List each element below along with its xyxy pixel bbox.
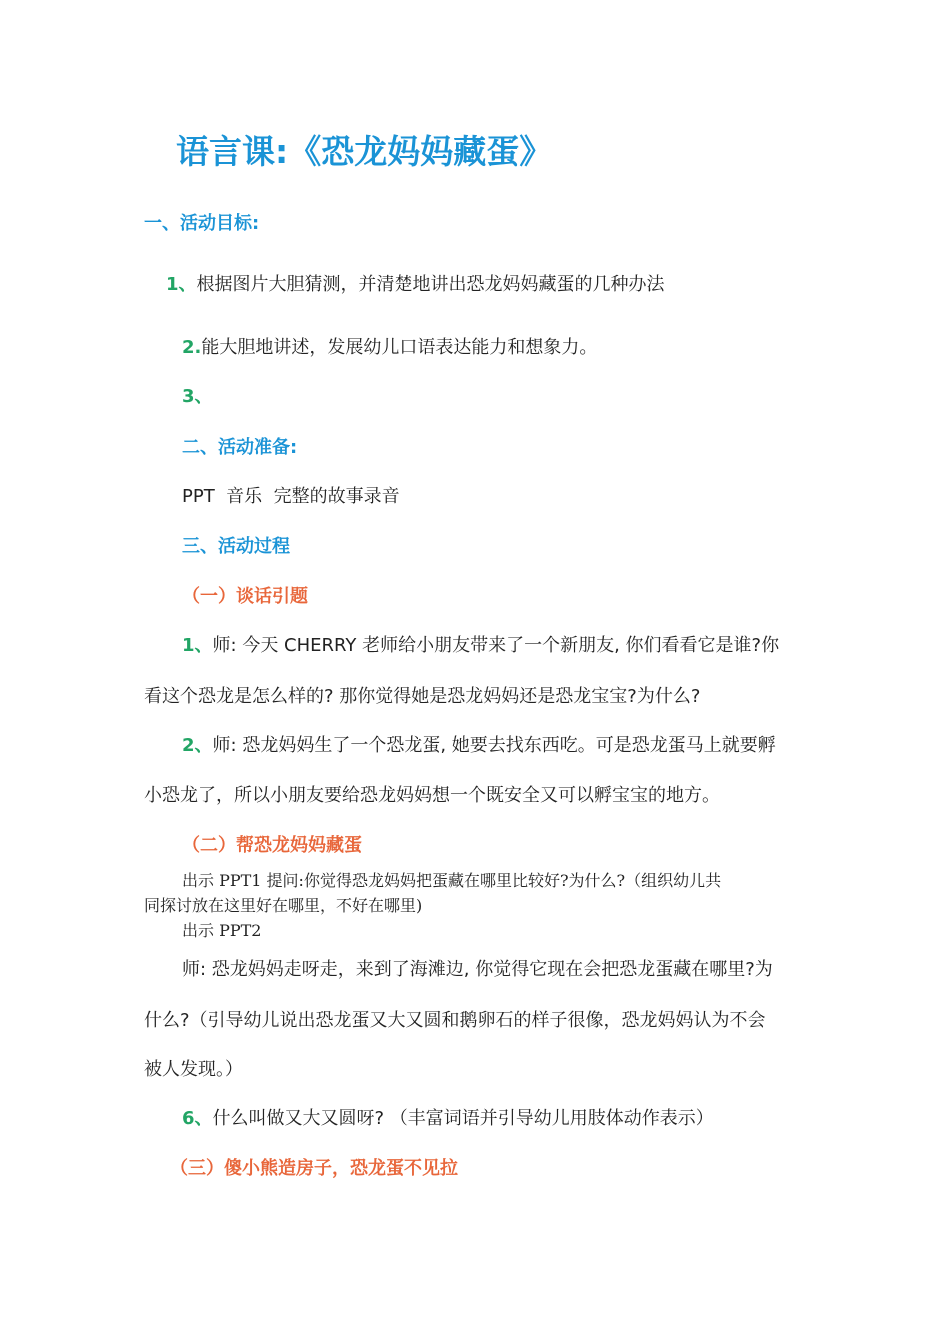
- goal-1-number: 1、: [166, 274, 197, 295]
- goal-1-text: 根据图片大胆猜测，并清楚地讲出恐龙妈妈藏蛋的几种办法: [196, 274, 665, 295]
- process-heading: 三、活动过程: [182, 536, 290, 557]
- goal-3: [182, 385, 213, 409]
- paragraph-2-text: 师: 恐龙妈妈生了一个恐龙蛋, 她要去找东西吃。可是恐龙蛋马上就要孵: [212, 735, 776, 756]
- paragraph-6: [182, 1107, 714, 1131]
- goal-1: [166, 273, 665, 297]
- paragraph-1-line-2: 看这个恐龙是怎么样的? 那你觉得她是恐龙妈妈还是恐龙宝宝?为什么?: [144, 686, 701, 707]
- prep-text: PPT 音乐 完整的故事录音: [182, 486, 400, 507]
- paragraph-2-number: 2、: [182, 735, 213, 756]
- subsection-1-heading: （一）谈话引题: [182, 586, 308, 607]
- paragraph-2-line-2: 小恐龙了，所以小朋友要给恐龙妈妈想一个既安全又可以孵宝宝的地方。: [144, 785, 720, 806]
- ppt1-line-1: 出示 PPT1 提问:你觉得恐龙妈妈把蛋藏在哪里比较好?为什么?（组织幼儿共: [182, 871, 722, 890]
- goal-2-text: 能大胆地讲述，发展幼儿口语表达能力和想象力。: [201, 337, 598, 358]
- page-title: 语言课:《恐龙妈妈藏蛋》: [176, 132, 553, 171]
- goal-2: [182, 336, 597, 360]
- paragraph-1-text: 师: 今天 CHERRY 老师给小朋友带来了一个新朋友, 你们看看它是谁?你: [212, 635, 780, 656]
- ppt2-line: 出示 PPT2: [182, 921, 262, 940]
- goal-2-number: 2.: [182, 337, 202, 358]
- paragraph-3-line-1: 师: 恐龙妈妈走呀走，来到了海滩边, 你觉得它现在会把恐龙蛋藏在哪里?为: [182, 959, 773, 980]
- paragraph-3-line-3: 被人发现。）: [144, 1059, 243, 1080]
- paragraph-3-line-2: 什么?（引导幼儿说出恐龙蛋又大又圆和鹅卵石的样子很像，恐龙妈妈认为不会: [144, 1010, 766, 1031]
- ppt1-line-2: 同探讨放在这里好在哪里，不好在哪里): [144, 896, 423, 915]
- subsection-3-heading: （三）傻小熊造房子，恐龙蛋不见拉: [170, 1158, 458, 1179]
- paragraph-6-text: 什么叫做又大又圆呀? （丰富词语并引导幼儿用肢体动作表示）: [212, 1108, 714, 1129]
- goals-heading: 一、活动目标:: [144, 213, 260, 234]
- paragraph-2-line-1: [182, 734, 776, 758]
- goal-3-number: 3、: [182, 386, 213, 407]
- paragraph-1-line-1: [182, 634, 779, 658]
- paragraph-6-number: 6、: [182, 1108, 213, 1129]
- paragraph-1-number: 1、: [182, 635, 213, 656]
- subsection-2-heading: （二）帮恐龙妈妈藏蛋: [182, 835, 362, 856]
- prep-heading: 二、活动准备:: [182, 437, 298, 458]
